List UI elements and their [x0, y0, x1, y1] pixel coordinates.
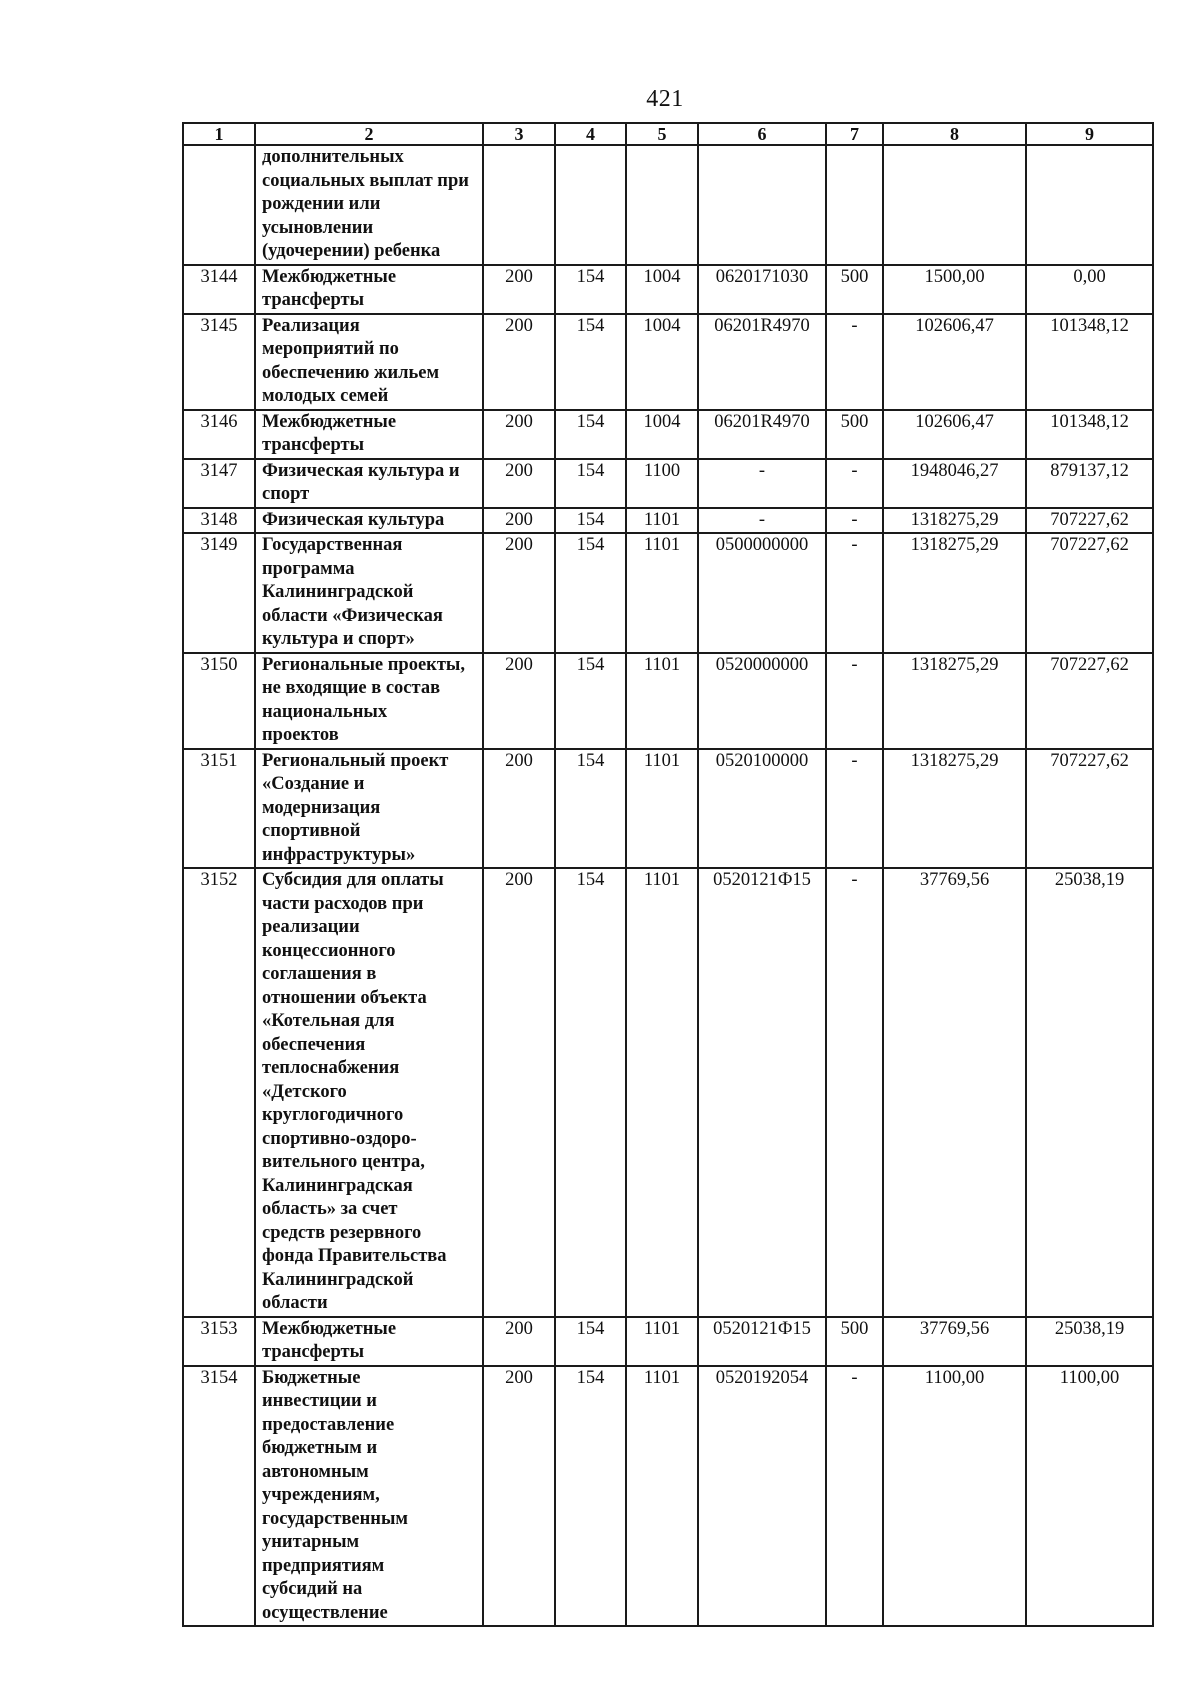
- item-name-line: инфраструктуры»: [262, 844, 416, 865]
- target-article-code-cell: 0520100000: [698, 749, 826, 869]
- item-name-line: трансферты: [262, 1342, 365, 1362]
- code-col-4-cell: 154: [555, 410, 626, 459]
- column-header: 5: [626, 123, 698, 145]
- section-code-cell: [626, 145, 698, 265]
- amount-col-8-cell: 1100,00: [883, 1366, 1026, 1627]
- row-number-cell: 3145: [183, 314, 255, 410]
- row-number-cell: 3153: [183, 1317, 255, 1366]
- expense-type-code-cell: -: [826, 653, 883, 749]
- item-name-line: проектов: [262, 725, 339, 745]
- table-row: [183, 508, 1153, 534]
- item-name-line: «Котельная для: [262, 1011, 395, 1031]
- code-col-3-cell: 200: [483, 653, 555, 749]
- column-header: 7: [826, 123, 883, 145]
- table-row: [183, 653, 1153, 749]
- table-row: [183, 1317, 1153, 1366]
- item-name-line: унитарным: [262, 1532, 360, 1552]
- item-name-line: Калининградская: [262, 1175, 413, 1196]
- row-number-cell: 3149: [183, 533, 255, 653]
- amount-col-8-cell: 1318275,29: [883, 749, 1026, 869]
- code-col-4-cell: 154: [555, 265, 626, 314]
- item-name-line: не входящие в состав: [262, 678, 441, 698]
- item-name-line: спорт: [262, 484, 310, 504]
- item-name-line: Государственная: [262, 535, 403, 555]
- item-name-line: субсидий на: [262, 1579, 363, 1599]
- column-header: 2: [255, 123, 483, 145]
- item-name-line: теплоснабжения: [262, 1058, 400, 1078]
- target-article-code-cell: [698, 145, 826, 265]
- table-row: [183, 459, 1153, 508]
- target-article-code-cell: 06201R4970: [698, 410, 826, 459]
- amount-col-8-cell: 37769,56: [883, 868, 1026, 1317]
- item-name-line: Калининградской: [262, 1269, 414, 1290]
- code-col-3-cell: 200: [483, 1366, 555, 1627]
- item-name-line: спортивной: [262, 821, 361, 841]
- row-number-cell: 3152: [183, 868, 255, 1317]
- item-name-line: Субсидия для оплаты: [262, 870, 444, 890]
- row-number-cell: 3146: [183, 410, 255, 459]
- table-row: [183, 265, 1153, 314]
- item-name-cell: [255, 1366, 483, 1627]
- item-name-line: предприятиям: [262, 1555, 385, 1576]
- item-name-line: области: [262, 1293, 328, 1313]
- item-name-line: бюджетным и: [262, 1438, 378, 1458]
- item-name-cell: [255, 653, 483, 749]
- code-col-4-cell: 154: [555, 314, 626, 410]
- section-code-cell: 1004: [626, 314, 698, 410]
- row-number-cell: 3148: [183, 508, 255, 534]
- item-name-line: соглашения в: [262, 964, 377, 984]
- item-name-line: фонда Правительства: [262, 1246, 447, 1266]
- amount-col-9-cell: 879137,12: [1026, 459, 1153, 508]
- section-code-cell: 1101: [626, 508, 698, 534]
- item-name-line: автономным: [262, 1461, 369, 1482]
- table-row: [183, 145, 1153, 265]
- expense-type-code-cell: -: [826, 749, 883, 869]
- code-col-3-cell: 200: [483, 868, 555, 1317]
- target-article-code-cell: 0500000000: [698, 533, 826, 653]
- section-code-cell: 1101: [626, 653, 698, 749]
- item-name-line: Калининградской: [262, 582, 414, 602]
- section-code-cell: 1100: [626, 459, 698, 508]
- item-name-line: усыновлении: [262, 217, 374, 238]
- budget-table: [182, 122, 1154, 1627]
- code-col-4-cell: 154: [555, 459, 626, 508]
- item-name-line: мероприятий по: [262, 339, 399, 359]
- section-code-cell: 1004: [626, 410, 698, 459]
- table-header-row: [183, 123, 1153, 145]
- target-article-code-cell: 0620171030: [698, 265, 826, 314]
- item-name-cell: [255, 265, 483, 314]
- column-header: 3: [483, 123, 555, 145]
- amount-col-9-cell: 1100,00: [1026, 1366, 1153, 1627]
- code-col-3-cell: 200: [483, 314, 555, 410]
- code-col-3-cell: 200: [483, 459, 555, 508]
- target-article-code-cell: 0520121Ф15: [698, 868, 826, 1317]
- amount-col-8-cell: [883, 145, 1026, 265]
- item-name-line: реализации: [262, 917, 360, 937]
- code-col-3-cell: 200: [483, 265, 555, 314]
- item-name-line: трансферты: [262, 435, 365, 455]
- amount-col-9-cell: [1026, 145, 1153, 265]
- target-article-code-cell: -: [698, 459, 826, 508]
- target-article-code-cell: 0520192054: [698, 1366, 826, 1627]
- amount-col-9-cell: 707227,62: [1026, 533, 1153, 653]
- expense-type-code-cell: 500: [826, 1317, 883, 1366]
- column-header: 6: [698, 123, 826, 145]
- table-body: [183, 123, 1153, 1626]
- table-row: [183, 1366, 1153, 1627]
- code-col-4-cell: 154: [555, 653, 626, 749]
- section-code-cell: 1101: [626, 533, 698, 653]
- amount-col-8-cell: 102606,47: [883, 410, 1026, 459]
- amount-col-8-cell: 102606,47: [883, 314, 1026, 410]
- item-name-line: вительного центра,: [262, 1152, 425, 1172]
- expense-type-code-cell: -: [826, 314, 883, 410]
- expense-type-code-cell: -: [826, 459, 883, 508]
- code-col-3-cell: 200: [483, 749, 555, 869]
- item-name-line: национальных: [262, 701, 388, 722]
- section-code-cell: 1004: [626, 265, 698, 314]
- amount-col-9-cell: 707227,62: [1026, 653, 1153, 749]
- amount-col-9-cell: 0,00: [1026, 265, 1153, 314]
- item-name-line: Физическая культура: [262, 509, 445, 530]
- expense-type-code-cell: -: [826, 1366, 883, 1627]
- item-name-line: рождении или: [262, 194, 381, 214]
- column-header: 1: [183, 123, 255, 145]
- item-name-line: концессионного: [262, 940, 396, 961]
- item-name-line: предоставление: [262, 1414, 395, 1435]
- item-name-cell: [255, 410, 483, 459]
- column-header: 8: [883, 123, 1026, 145]
- item-name-line: обеспечения: [262, 1034, 366, 1055]
- amount-col-8-cell: 1318275,29: [883, 533, 1026, 653]
- item-name-line: Физическая культура и: [262, 460, 460, 481]
- item-name-line: инвестиции и: [262, 1391, 377, 1411]
- table-row: [183, 410, 1153, 459]
- item-name-line: Межбюджетные: [262, 266, 397, 287]
- item-name-line: круглогодичного: [262, 1105, 404, 1125]
- row-number-cell: 3154: [183, 1366, 255, 1627]
- code-col-4-cell: 154: [555, 1317, 626, 1366]
- item-name-line: спортивно-оздоро-: [262, 1128, 417, 1149]
- amount-col-9-cell: 707227,62: [1026, 749, 1153, 869]
- item-name-line: «Детского: [262, 1081, 347, 1102]
- item-name-cell: [255, 314, 483, 410]
- row-number-cell: 3150: [183, 653, 255, 749]
- amount-col-8-cell: 1318275,29: [883, 508, 1026, 534]
- amount-col-8-cell: 1500,00: [883, 265, 1026, 314]
- expense-type-code-cell: [826, 145, 883, 265]
- item-name-line: Межбюджетные: [262, 1318, 397, 1339]
- table-row: [183, 868, 1153, 1317]
- row-number-cell: 3144: [183, 265, 255, 314]
- code-col-4-cell: [555, 145, 626, 265]
- code-col-4-cell: 154: [555, 1366, 626, 1627]
- item-name-line: молодых семей: [262, 386, 389, 406]
- code-col-3-cell: 200: [483, 508, 555, 534]
- amount-col-9-cell: 101348,12: [1026, 410, 1153, 459]
- code-col-3-cell: 200: [483, 533, 555, 653]
- amount-col-8-cell: 37769,56: [883, 1317, 1026, 1366]
- table-row: [183, 749, 1153, 869]
- item-name-line: социальных выплат при: [262, 170, 469, 191]
- item-name-line: государственным: [262, 1508, 409, 1529]
- code-col-3-cell: 200: [483, 410, 555, 459]
- target-article-code-cell: 0520121Ф15: [698, 1317, 826, 1366]
- expense-type-code-cell: -: [826, 533, 883, 653]
- amount-col-9-cell: 101348,12: [1026, 314, 1153, 410]
- item-name-line: Реализация: [262, 315, 360, 336]
- section-code-cell: 1101: [626, 749, 698, 869]
- item-name-line: культура и спорт»: [262, 629, 415, 649]
- item-name-line: области «Физическая: [262, 605, 443, 626]
- item-name-line: (удочерении) ребенка: [262, 241, 441, 261]
- table-row: [183, 314, 1153, 410]
- amount-col-8-cell: 1948046,27: [883, 459, 1026, 508]
- column-header: 4: [555, 123, 626, 145]
- amount-col-9-cell: 25038,19: [1026, 868, 1153, 1317]
- expense-type-code-cell: 500: [826, 265, 883, 314]
- expense-type-code-cell: 500: [826, 410, 883, 459]
- expense-type-code-cell: -: [826, 868, 883, 1317]
- item-name-line: части расходов при: [262, 893, 424, 914]
- item-name-line: учреждениям,: [262, 1485, 380, 1505]
- expense-type-code-cell: -: [826, 508, 883, 534]
- item-name-line: Региональные проекты,: [262, 654, 465, 675]
- code-col-4-cell: 154: [555, 533, 626, 653]
- item-name-line: трансферты: [262, 290, 365, 310]
- row-number-cell: 3147: [183, 459, 255, 508]
- item-name-line: отношении объекта: [262, 987, 427, 1008]
- item-name-line: Региональный проект: [262, 750, 449, 771]
- section-code-cell: 1101: [626, 868, 698, 1317]
- amount-col-9-cell: 707227,62: [1026, 508, 1153, 534]
- item-name-line: программа: [262, 558, 355, 579]
- item-name-cell: [255, 1317, 483, 1366]
- target-article-code-cell: 0520000000: [698, 653, 826, 749]
- code-col-4-cell: 154: [555, 508, 626, 534]
- code-col-3-cell: 200: [483, 1317, 555, 1366]
- amount-col-8-cell: 1318275,29: [883, 653, 1026, 749]
- target-article-code-cell: 06201R4970: [698, 314, 826, 410]
- page-number: 421: [646, 86, 684, 112]
- target-article-code-cell: -: [698, 508, 826, 534]
- item-name-cell: [255, 459, 483, 508]
- item-name-cell: [255, 508, 483, 534]
- item-name-line: осуществление: [262, 1602, 388, 1623]
- row-number-cell: 3151: [183, 749, 255, 869]
- item-name-line: область» за счет: [262, 1199, 398, 1219]
- item-name-line: модернизация: [262, 797, 381, 818]
- item-name-line: дополнительных: [262, 147, 404, 167]
- item-name-line: обеспечению жильем: [262, 362, 440, 383]
- section-code-cell: 1101: [626, 1317, 698, 1366]
- table-row: [183, 533, 1153, 653]
- item-name-line: «Создание и: [262, 774, 365, 794]
- row-number-cell: [183, 145, 255, 265]
- amount-col-9-cell: 25038,19: [1026, 1317, 1153, 1366]
- code-col-4-cell: 154: [555, 749, 626, 869]
- item-name-line: Межбюджетные: [262, 411, 397, 432]
- item-name-cell: [255, 749, 483, 869]
- item-name-line: Бюджетные: [262, 1367, 361, 1388]
- code-col-3-cell: [483, 145, 555, 265]
- item-name-cell: [255, 145, 483, 265]
- code-col-4-cell: 154: [555, 868, 626, 1317]
- item-name-line: средств резервного: [262, 1222, 422, 1243]
- item-name-cell: [255, 533, 483, 653]
- section-code-cell: 1101: [626, 1366, 698, 1627]
- column-header: 9: [1026, 123, 1153, 145]
- item-name-cell: [255, 868, 483, 1317]
